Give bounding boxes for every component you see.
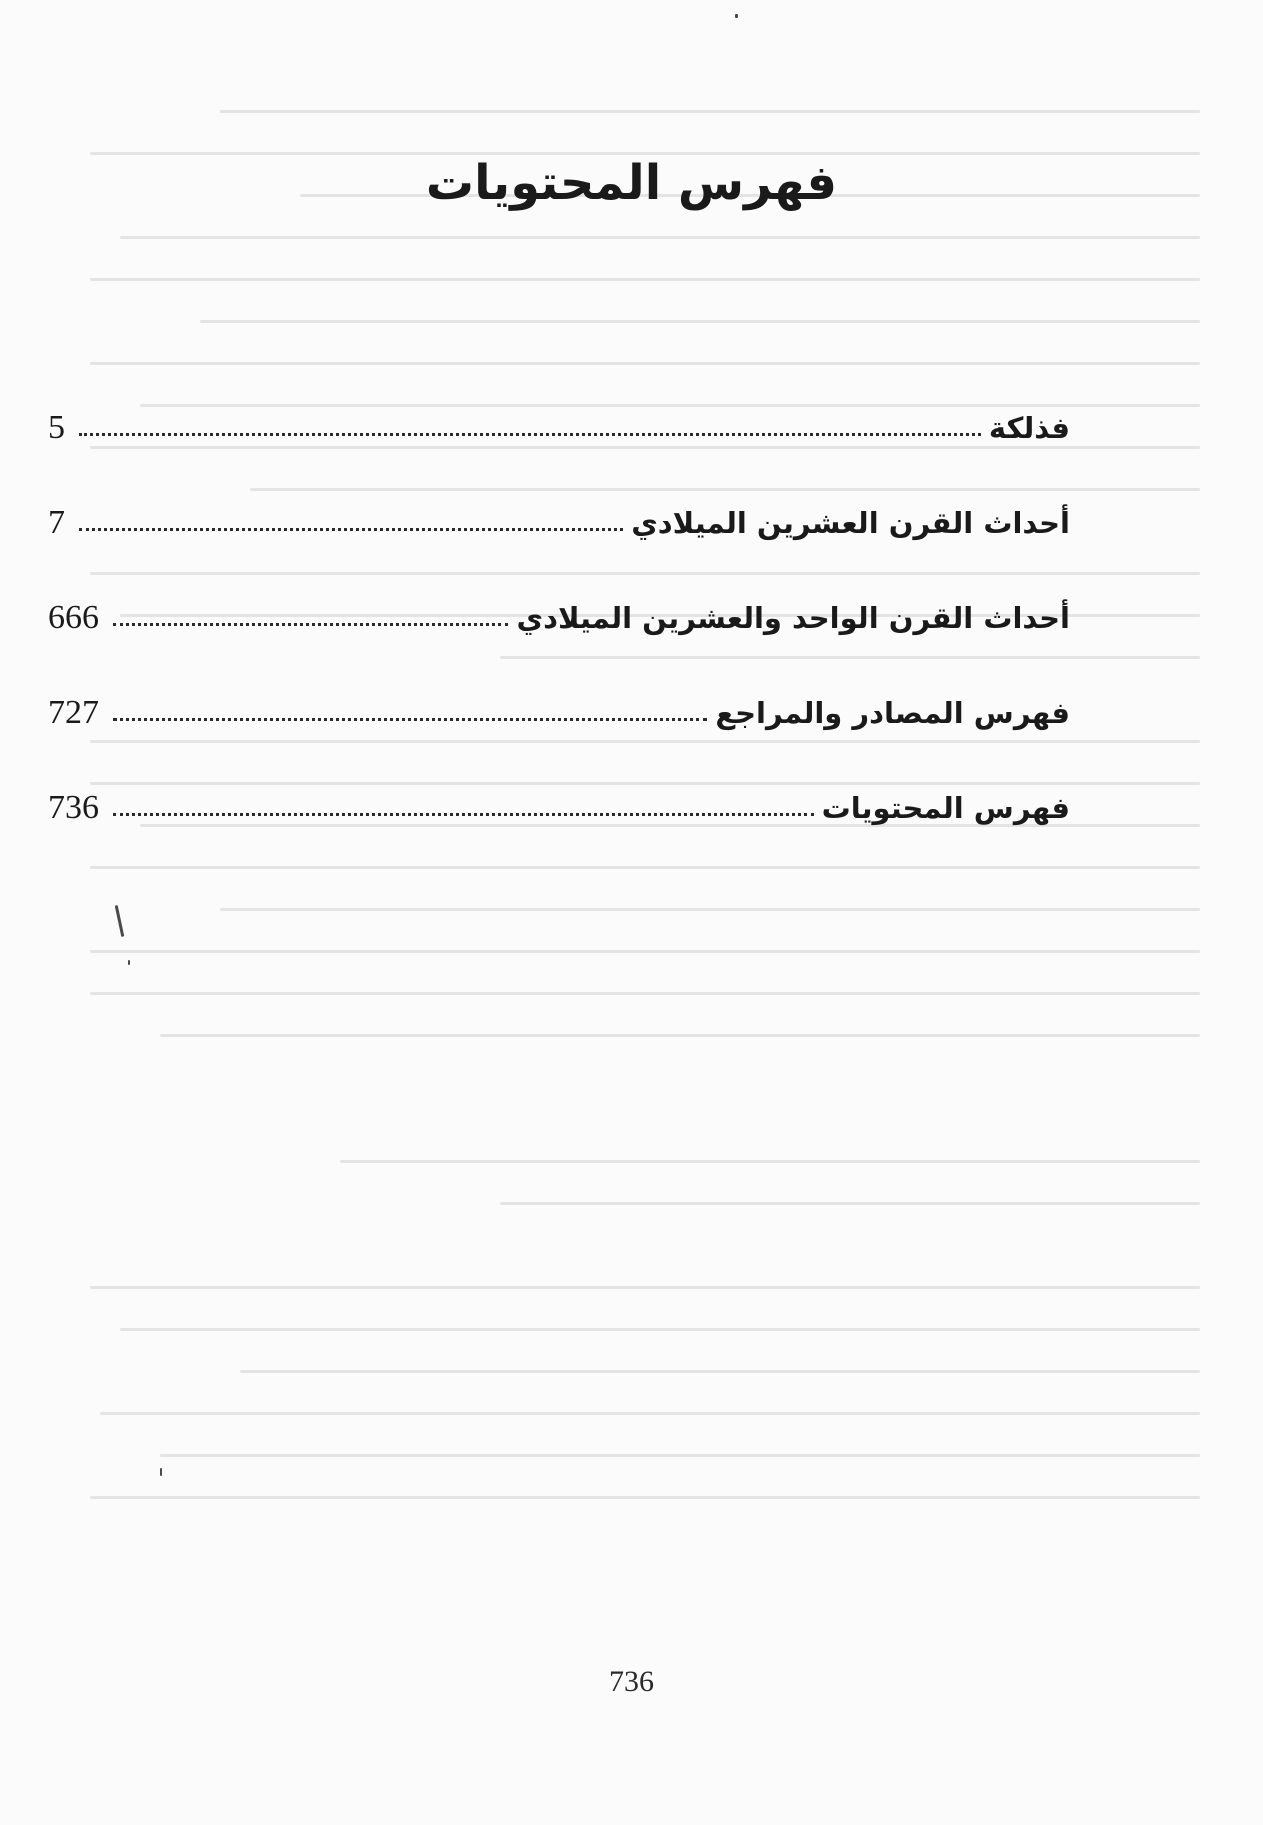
toc-entry-title: فهرس المصادر والمراجع [715, 695, 1070, 730]
toc-entry-title: أحداث القرن العشرين الميلادي [631, 505, 1070, 540]
toc-entry [48, 380, 1070, 475]
scan-mark [735, 14, 738, 18]
toc-leader-dots [113, 718, 707, 721]
toc-leader-dots [113, 623, 508, 626]
toc-leader-dots [113, 813, 814, 816]
toc-entry-page: 7 [48, 503, 65, 541]
scan-mark [160, 1468, 162, 1476]
page-title: فهرس المحتويات [425, 155, 838, 211]
toc-entry-title: أحداث القرن الواحد والعشرين الميلادي [516, 600, 1070, 635]
toc-entry [48, 665, 1070, 760]
bleed-through-background [80, 110, 1200, 1630]
toc-entry [48, 475, 1070, 570]
toc-entry [48, 760, 1070, 855]
toc-entry-page: 727 [48, 693, 99, 731]
scan-mark [128, 960, 130, 965]
toc-entry-title: فهرس المحتويات [821, 790, 1070, 825]
toc-leader-dots [79, 433, 981, 436]
toc-entry-page: 5 [48, 408, 65, 446]
page-number: 736 [609, 1665, 654, 1698]
toc-entry-page: 736 [48, 788, 99, 826]
table-of-contents [48, 380, 1070, 855]
toc-leader-dots [79, 528, 623, 531]
toc-entry [48, 570, 1070, 665]
toc-entry-title: فذلكة [988, 410, 1070, 445]
toc-entry-page: 666 [48, 598, 99, 636]
